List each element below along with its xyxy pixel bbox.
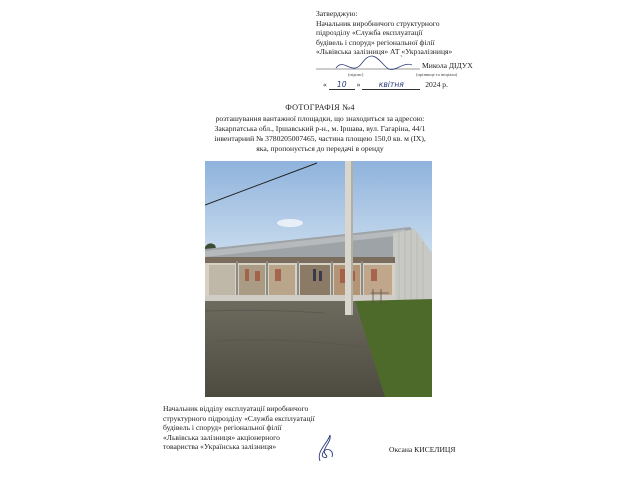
footer-line: «Львівська залізниця» акціонерного bbox=[163, 432, 280, 442]
approval-line: Начальник виробничого структурного bbox=[316, 18, 440, 28]
date-month: квітня bbox=[362, 80, 420, 90]
approval-signer-name: Микола ДІДУХ bbox=[422, 61, 473, 70]
date-year: 2024 р. bbox=[425, 80, 448, 89]
approval-block bbox=[316, 9, 516, 57]
approval-line: «Львівська залізниця» АТ «Укрзалізниця» bbox=[316, 47, 453, 57]
footer-signature bbox=[314, 433, 336, 463]
date-quote-close: » bbox=[356, 80, 361, 89]
approval-line: Затверджую: bbox=[316, 9, 358, 18]
footer-line: будівель і споруд» регіональної філії bbox=[163, 423, 282, 433]
footer-line: товариства «Українська залізниця» bbox=[163, 442, 277, 452]
approval-date bbox=[323, 80, 448, 90]
document-line: розташування вантажної площадки, що знаходиться за адресою: bbox=[215, 114, 425, 123]
caption-signature: (підпис) bbox=[348, 72, 364, 77]
document-line: інвентарний № 3780205007465, частина площею 150,0 кв. м (ІХ), bbox=[214, 134, 426, 143]
caption-initials: (прізвище та ініціали) bbox=[416, 72, 458, 77]
footer-line: Начальник відділу експлуатації виробничого bbox=[163, 404, 309, 413]
building-photo bbox=[205, 161, 432, 397]
approval-line: підрозділу «Служба експлуатації bbox=[316, 28, 423, 38]
date-quote-open: « bbox=[323, 80, 327, 89]
footer-signer-name: Оксана КИСЕЛИЦЯ bbox=[389, 445, 456, 454]
document-title: ФОТОГРАФІЯ №4 bbox=[285, 103, 355, 112]
date-day: 10 bbox=[329, 80, 355, 90]
document-line: Закарпатська обл., Іршавський р-н., м. Іршава, вул. Гагаріна, 44/1 bbox=[214, 124, 426, 133]
approval-line: будівель і споруд» регіональної філії bbox=[316, 37, 435, 47]
document-line: яка, пропонується до передачі в оренду bbox=[256, 144, 384, 153]
footer-line: структурного підрозділу «Служба експлуатації bbox=[163, 413, 315, 423]
